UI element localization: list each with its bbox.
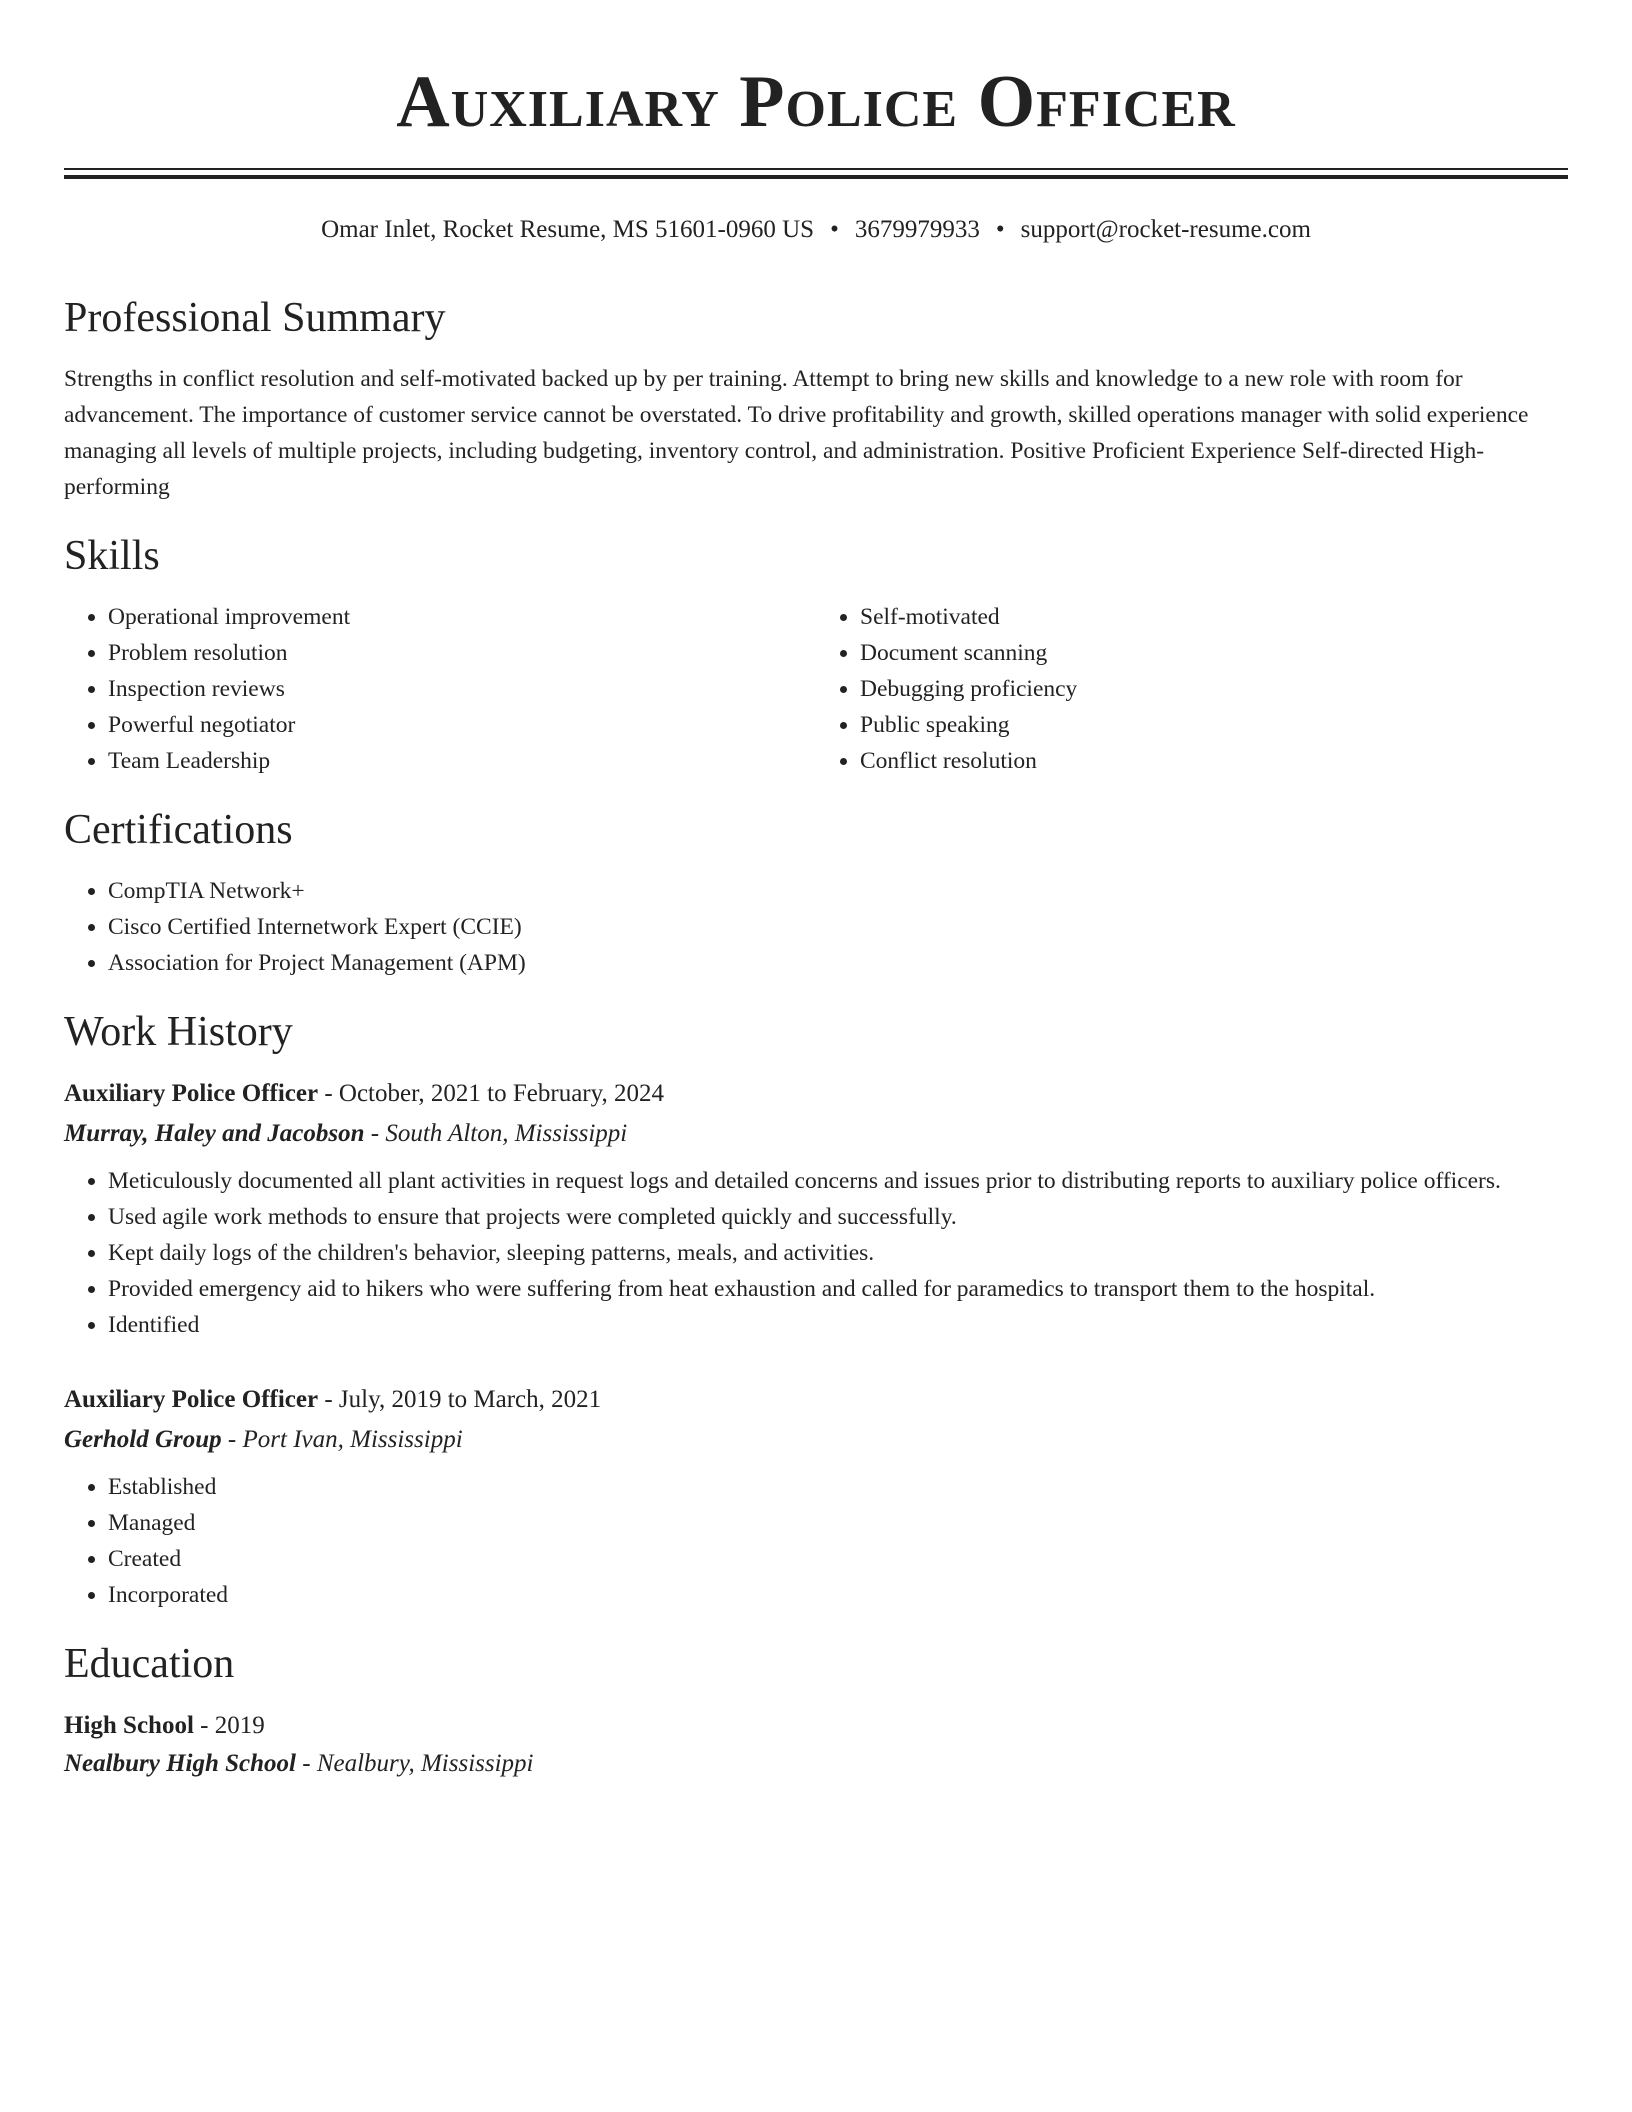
- certification-item: • CompTIA Network+: [108, 873, 1568, 909]
- work-history-section: [64, 1007, 1568, 1613]
- education-heading: Education: [64, 1641, 235, 1687]
- education-section: [64, 1639, 1568, 1783]
- skill-item: • Conflict resolution: [860, 743, 1568, 779]
- job-bullet: • Meticulously documented all plant activities in request logs and detailed concerns and issues prior to distributing reports to auxiliary police officers.: [108, 1163, 1568, 1199]
- education-school-line: [64, 1745, 1568, 1783]
- skills-heading: Skills: [64, 533, 160, 579]
- company-location: South Alton, Mississippi: [385, 1120, 628, 1147]
- certification-item: • Cisco Certified Internetwork Expert (CCIE): [108, 909, 1568, 945]
- skill-item: • Powerful negotiator: [108, 707, 816, 743]
- skill-item: • Document scanning: [860, 635, 1568, 671]
- skills-grid: [64, 599, 1568, 779]
- skills-list-right: [816, 599, 1568, 779]
- skill-item: • Public speaking: [860, 707, 1568, 743]
- job-bullets: [64, 1469, 1568, 1613]
- skill-item: • Self-motivated: [860, 599, 1568, 635]
- company-line: [64, 1113, 1568, 1155]
- certifications-heading: Certifications: [64, 807, 293, 853]
- job-title: Auxiliary Police Officer: [64, 1386, 319, 1413]
- skill-item: • Inspection reviews: [108, 671, 816, 707]
- company-line: [64, 1419, 1568, 1461]
- skill-item: • Debugging proficiency: [860, 671, 1568, 707]
- skills-list-left: [64, 599, 816, 779]
- skill-item: • Problem resolution: [108, 635, 816, 671]
- job-bullet: • Provided emergency aid to hikers who were suffering from heat exhaustion and called for paramedics to transport them to the hospital.: [108, 1271, 1568, 1307]
- education-location: Nealbury, Mississippi: [316, 1750, 534, 1777]
- contact-address: Omar Inlet, Rocket Resume, MS 51601-0960 US: [321, 216, 815, 243]
- dash: -: [364, 1120, 386, 1147]
- dash: -: [318, 1080, 339, 1107]
- summary-section: [64, 293, 1568, 505]
- job-title-line: [64, 1075, 1568, 1113]
- company-name: Gerhold Group: [64, 1426, 222, 1453]
- skills-section: [64, 531, 1568, 779]
- job-bullet: • Identified: [108, 1307, 1568, 1343]
- contact-phone: 3679979933: [854, 216, 980, 243]
- dash: -: [193, 1712, 215, 1739]
- certifications-section: [64, 805, 1568, 981]
- job-bullet: • Established: [108, 1469, 1568, 1505]
- contact-separator: •: [995, 216, 1005, 243]
- job-title-line: [64, 1381, 1568, 1419]
- contact-email: support@rocket-resume.com: [1020, 216, 1311, 243]
- candidate-name: Auxiliary Police Officer: [396, 61, 1236, 143]
- job-bullet: • Used agile work methods to ensure that projects were completed quickly and successfully.: [108, 1199, 1568, 1235]
- header-divider: [64, 168, 1568, 179]
- job-bullet: • Created: [108, 1541, 1568, 1577]
- job-dates: July, 2019 to March, 2021: [338, 1386, 602, 1413]
- job-entry: [64, 1075, 1568, 1343]
- job-bullet: • Incorporated: [108, 1577, 1568, 1613]
- dash: -: [295, 1750, 317, 1777]
- education-school: Nealbury High School: [64, 1750, 296, 1777]
- skill-item: • Operational improvement: [108, 599, 816, 635]
- summary-heading: Professional Summary: [64, 295, 446, 341]
- education-year: 2019: [214, 1712, 265, 1739]
- job-bullet: • Managed: [108, 1505, 1568, 1541]
- company-location: Port Ivan, Mississippi: [242, 1426, 463, 1453]
- job-bullet: • Kept daily logs of the children's behavior, sleeping patterns, meals, and activities.: [108, 1235, 1568, 1271]
- summary-text: Strengths in conflict resolution and self-motivated backed up by per training. Attempt to bring new skills and knowledge to a new role with room for advancement. The importance of customer service cannot be overstated. To drive profitability and growth, skilled operations manager with solid experience managing all levels of multiple projects, including budgeting, inventory control, and administration. Positive Proficient Experience Self-directed High-performing: [64, 366, 1529, 500]
- skill-item: • Team Leadership: [108, 743, 816, 779]
- job-bullets: [64, 1163, 1568, 1343]
- certification-item: • Association for Project Management (APM): [108, 945, 1568, 981]
- dash: -: [221, 1426, 243, 1453]
- work-history-heading: Work History: [64, 1009, 293, 1055]
- dash: -: [318, 1386, 339, 1413]
- job-dates: October, 2021 to February, 2024: [338, 1080, 664, 1107]
- education-degree-line: [64, 1707, 1568, 1745]
- job-title: Auxiliary Police Officer: [64, 1080, 319, 1107]
- contact-line: [64, 213, 1568, 247]
- job-entry: [64, 1381, 1568, 1613]
- contact-separator: •: [830, 216, 839, 243]
- education-degree: High School: [64, 1712, 194, 1739]
- company-name: Murray, Haley and Jacobson: [64, 1120, 365, 1147]
- certifications-list: [64, 873, 1568, 981]
